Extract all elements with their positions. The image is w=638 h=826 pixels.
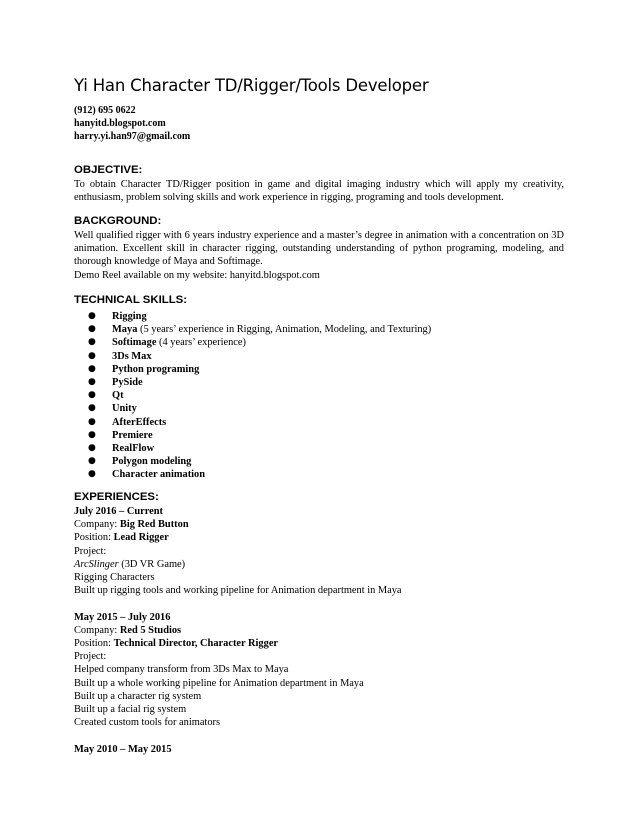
bullet-icon: ● bbox=[88, 456, 96, 467]
phone-number: (912) 695 0622 bbox=[74, 105, 136, 116]
skill-item bbox=[74, 336, 564, 349]
skill-name: Softimage bbox=[112, 337, 157, 349]
bullet-icon: ● bbox=[88, 429, 96, 440]
skill-name: Rigging bbox=[112, 311, 147, 322]
bullet-icon: ● bbox=[88, 363, 96, 374]
position-label: Position: bbox=[74, 638, 114, 650]
skill-name: Python programing bbox=[112, 363, 200, 375]
job-detail-line: Built up a facial rig system bbox=[74, 704, 187, 716]
skill-name: PySide bbox=[112, 377, 143, 389]
skills-heading: TECHNICAL SKILLS: bbox=[74, 294, 188, 306]
skill-item bbox=[74, 363, 564, 376]
skill-name: Character animation bbox=[112, 469, 206, 481]
objective-section bbox=[74, 163, 564, 204]
skill-name: Premiere bbox=[112, 429, 153, 441]
job-company-line bbox=[74, 518, 564, 531]
job-position-line bbox=[74, 531, 564, 544]
background-section bbox=[74, 214, 564, 282]
contact-info bbox=[74, 104, 564, 144]
background-heading: BACKGROUND: bbox=[74, 215, 162, 227]
demo-reel-line: Demo Reel available on my website: hanyitd.blogspot.com bbox=[74, 269, 320, 281]
company-label: Company: bbox=[74, 624, 120, 636]
technical-skills-section bbox=[74, 293, 564, 482]
skill-item bbox=[74, 376, 564, 389]
objective-heading: OBJECTIVE: bbox=[74, 164, 143, 176]
bullet-icon: ● bbox=[88, 311, 96, 321]
skill-item bbox=[74, 389, 564, 402]
position-name: Technical Director, Character Rigger bbox=[113, 638, 279, 650]
job-dates: May 2010 – May 2015 bbox=[74, 743, 172, 755]
skill-item bbox=[74, 402, 564, 415]
job-company-line bbox=[74, 624, 564, 637]
project-label: Project: bbox=[74, 651, 107, 663]
job-entry-red-5-studios bbox=[74, 611, 564, 730]
skill-name: Qt bbox=[112, 390, 124, 402]
job-detail-line: Created custom tools for animators bbox=[74, 717, 221, 729]
experiences-section bbox=[74, 490, 564, 756]
company-name: Red 5 Studios bbox=[119, 624, 182, 636]
skill-item bbox=[74, 323, 564, 336]
skill-name: RealFlow bbox=[112, 443, 155, 455]
skills-list bbox=[74, 310, 564, 482]
objective-text: To obtain Character TD/Rigger position in game and digital imaging industry which will apply my creativity, enthusiasm, problem solving skills and work experience in rigging, programing and tools development. bbox=[74, 179, 564, 204]
bullet-icon: ● bbox=[88, 350, 96, 361]
resume-title: Yi Han Character TD/Rigger/Tools Developer bbox=[74, 76, 429, 95]
position-label: Position: bbox=[74, 532, 114, 544]
skill-item bbox=[74, 310, 564, 323]
project-description: (3D VR Game) bbox=[118, 558, 186, 570]
skill-name: 3Ds Max bbox=[112, 350, 152, 362]
bullet-icon: ● bbox=[88, 416, 96, 427]
experiences-heading: EXPERIENCES: bbox=[74, 491, 159, 503]
company-name: Big Red Button bbox=[119, 519, 189, 531]
skill-name: Polygon modeling bbox=[112, 456, 192, 468]
blog-url: hanyitd.blogspot.com bbox=[74, 118, 166, 130]
bullet-icon: ● bbox=[88, 337, 96, 348]
project-title: ArcSlinger bbox=[74, 558, 119, 570]
spacer bbox=[74, 729, 564, 742]
position-name: Lead Rigger bbox=[113, 532, 169, 544]
skill-name: Unity bbox=[112, 403, 137, 415]
project-label: Project: bbox=[74, 545, 107, 557]
skill-name: Maya bbox=[112, 324, 138, 336]
bullet-icon: ● bbox=[88, 443, 96, 454]
bullet-icon: ● bbox=[88, 469, 96, 480]
job-dates: July 2016 – Current bbox=[74, 506, 163, 517]
job-detail-line: Built up rigging tools and working pipeline for Animation department in Maya bbox=[74, 585, 402, 597]
job-detail-line: Helped company transform from 3Ds Max to Maya bbox=[74, 664, 289, 676]
job-position-line bbox=[74, 637, 564, 650]
job-detail-line: Rigging Characters bbox=[74, 572, 155, 584]
skill-item bbox=[74, 468, 564, 481]
job-entry-big-red-button bbox=[74, 505, 564, 597]
company-label: Company: bbox=[74, 519, 120, 531]
bullet-icon: ● bbox=[88, 377, 96, 388]
skill-item bbox=[74, 455, 564, 468]
bullet-icon: ● bbox=[88, 324, 96, 335]
skill-name: AfterEffects bbox=[112, 416, 167, 428]
job-detail-line: Built up a character rig system bbox=[74, 690, 202, 702]
job-detail-line: Built up a whole working pipeline for Animation department in Maya bbox=[74, 677, 364, 689]
email-address: harry.yi.han97@gmail.com bbox=[74, 131, 191, 143]
bullet-icon: ● bbox=[88, 403, 96, 414]
skill-item bbox=[74, 416, 564, 429]
project-line bbox=[74, 558, 564, 571]
bullet-icon: ● bbox=[88, 390, 96, 401]
job-entry-2010 bbox=[74, 743, 564, 756]
skill-item bbox=[74, 442, 564, 455]
background-text: Well qualified rigger with 6 years industry experience and a master’s degree in animation with a concentration on 3D animation. Excellent skill in character rigging, outstanding understanding of python programing, modeling, and thorough knowledge of Maya and Softimage. bbox=[74, 230, 564, 268]
skill-detail: (5 years’ experience in Rigging, Animation, Modeling, and Texturing) bbox=[137, 324, 432, 336]
skill-detail: (4 years’ experience) bbox=[156, 337, 246, 349]
spacer bbox=[74, 597, 564, 610]
skill-item bbox=[74, 429, 564, 442]
job-dates: May 2015 – July 2016 bbox=[74, 611, 171, 623]
skill-item bbox=[74, 350, 564, 363]
